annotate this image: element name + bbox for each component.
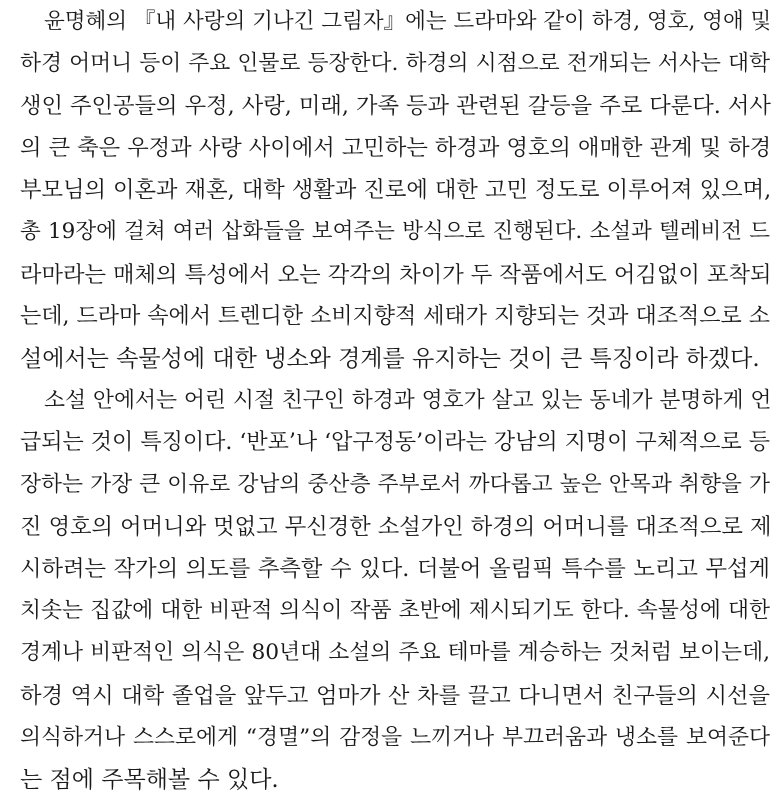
- text-line: 장하는 가장 큰 이유로 강남의 중산층 주부로서 까다롭고 높은 안목과 취향을 가: [20, 472, 770, 498]
- text-line: 급되는 것이 특징이다. ‘반포’나 ‘압구정동’이라는 강남의 지명이 구체적으로 등: [20, 429, 770, 455]
- text-line: 는 점에 주목해볼 수 있다.: [20, 766, 279, 793]
- text-line: 소설 안에서는 어린 시절 친구인 하경과 영호가 살고 있는 동네가 분명하게 언: [44, 387, 772, 413]
- body-paragraph-2: [20, 380, 770, 801]
- text-line: 부모님의 이혼과 재혼, 대학 생활과 진로에 대한 고민 정도로 이루어져 있으며,: [20, 177, 772, 204]
- text-line: 하경 어머니 등이 주요 인물로 등장한다. 하경의 시점으로 전개되는 서사는 대학: [20, 51, 770, 77]
- text-line: 설에서는 속물성에 대한 냉소와 경계를 유지하는 것이 큰 특징이라 하겠다.: [20, 345, 760, 372]
- text-line: 라마라는 매체의 특성에서 오는 각각의 차이가 두 작품에서도 어김없이 포착되: [20, 261, 772, 288]
- text-line: 하경 역시 대학 졸업을 앞두고 엄마가 산 차를 끌고 다니면서 친구들의 시선을: [20, 682, 770, 709]
- document-page: [0, 1, 784, 799]
- text-line: 윤명혜의 『내 사랑의 기나긴 그림자』에는 드라마와 같이 하경, 영호, 영애 및: [44, 9, 772, 34]
- text-line: 생인 주인공들의 우정, 사랑, 미래, 가족 등과 관련된 갈등을 주로 다룬다. 서사: [20, 93, 771, 120]
- text-line: 진 영호의 어머니와 멋없고 무신경한 소설가인 하경의 어머니를 대조적으로 제: [20, 514, 772, 541]
- text-line: 의식하거나 스스로에게 “경멸”의 감정을 느끼거나 부끄러움과 냉소를 보여준다: [20, 724, 770, 750]
- text-line: 총 19장에 걸쳐 여러 삽화들을 보여주는 방식으로 진행된다. 소설과 텔레비전 드: [20, 219, 770, 245]
- text-line: 의 큰 축은 우정과 사랑 사이에서 고민하는 하경과 영호의 애매한 관계 및 하경: [20, 135, 772, 162]
- body-paragraph-1: [20, 1, 770, 380]
- text-line: 경계나 비판적인 의식은 80년대 소설의 주요 테마를 계승하는 것처럼 보이는데,: [20, 640, 770, 666]
- text-line: 는데, 드라마 속에서 트렌디한 소비지향적 세태가 지향되는 것과 대조적으로 소: [20, 303, 770, 329]
- text-line: 시하려는 작가의 의도를 추측할 수 있다. 더불어 올림픽 특수를 노리고 무섭게: [20, 556, 770, 583]
- text-line: 치솟는 집값에 대한 비판적 의식이 작품 초반에 제시되기도 한다. 속물성에 대한: [20, 598, 770, 624]
